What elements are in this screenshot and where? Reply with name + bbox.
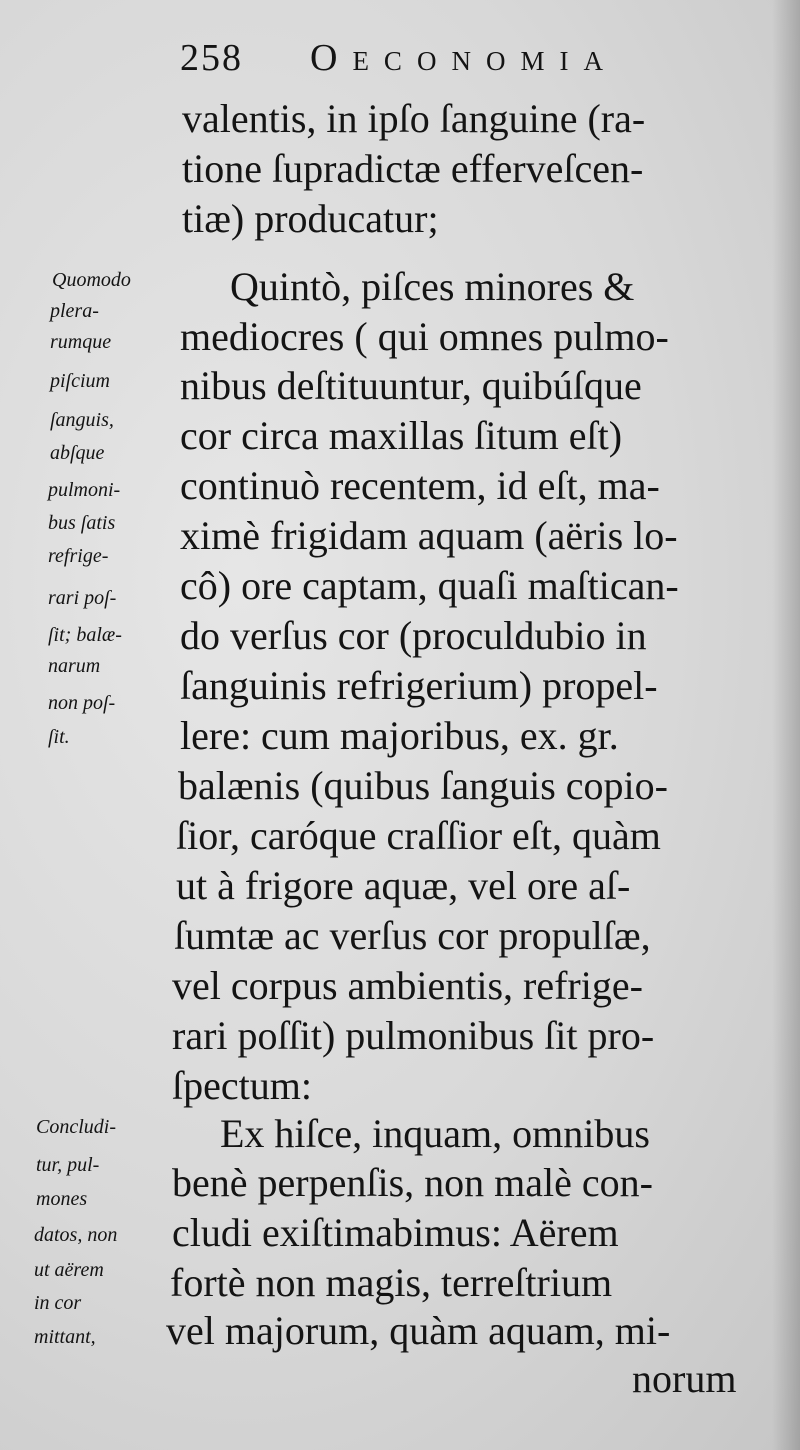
text-line: ximè frigidam aquam (aëris lo- <box>180 513 678 558</box>
text-line: ut à frigore aquæ, vel ore aſ- <box>176 863 631 908</box>
text-line: do verſus cor (proculdubio in <box>180 613 647 658</box>
margin-note-line: abſque <box>50 442 105 464</box>
margin-note-line: non poſ- <box>48 692 116 714</box>
text-line: mediocres ( qui omnes pulmo- <box>180 314 669 359</box>
margin-note-line: ſit. <box>48 726 70 748</box>
text-line: cor circa maxillas ſitum eſt) <box>180 413 623 458</box>
margin-note-line: in cor <box>34 1292 82 1314</box>
text-line: valentis, in ipſo ſanguine (ra- <box>182 96 646 141</box>
margin-note-line: ut aërem <box>34 1259 104 1281</box>
text-line: fortè non magis, terreſtrium <box>170 1260 613 1305</box>
margin-note-line: mittant, <box>34 1326 96 1348</box>
text-line: continuò recentem, id eſt, ma- <box>180 463 660 508</box>
margin-note-line: mones <box>36 1188 88 1210</box>
page-number: 258 <box>180 37 243 79</box>
text-line: nibus deſtituuntur, quibúſque <box>180 363 642 408</box>
catchword: norum <box>632 1356 737 1401</box>
margin-note-line: pulmoni- <box>48 479 121 501</box>
margin-note-line: rari poſ- <box>48 587 117 609</box>
text-line: benè perpenſis, non malè con- <box>172 1160 653 1205</box>
text-line: tiæ) producatur; <box>182 196 439 241</box>
text-line: ſpectum: <box>172 1063 312 1108</box>
text-line: rari poſſit) pulmonibus ſit pro- <box>172 1013 655 1058</box>
text-line: vel corpus ambientis, refrige- <box>172 963 643 1008</box>
margin-note-line: ſit; balæ- <box>48 624 122 646</box>
margin-note-line: ſanguis, <box>50 409 114 431</box>
running-title: Oeconomia <box>310 37 618 79</box>
text-line: cludi exiſtimabimus: Aërem <box>172 1210 619 1255</box>
margin-note-line: piſcium <box>50 370 110 392</box>
text-line: cô) ore captam, quaſi maſtican- <box>180 563 679 608</box>
margin-note-line: bus ſatis <box>48 512 116 534</box>
text-line: ſumtæ ac verſus cor propulſæ, <box>174 913 651 958</box>
text-line: ſior, caróque craſſior eſt, quàm <box>176 813 661 858</box>
text-line: lere: cum majoribus, ex. gr. <box>180 713 619 758</box>
margin-note-line: datos, non <box>34 1224 118 1246</box>
text-line: tione ſupradictæ effervеſcen- <box>182 146 644 191</box>
text-line: Quintò, piſces minores & <box>230 264 635 309</box>
margin-note-line: narum <box>48 655 101 677</box>
margin-note-line: Concludi- <box>36 1116 116 1138</box>
margin-note-line: plera- <box>50 300 99 322</box>
text-line: vel majorum, quàm aquam, mi- <box>166 1308 671 1353</box>
margin-note-line: Quomodo <box>52 269 131 291</box>
text-line: ſanguinis refrigerium) propel- <box>180 663 658 708</box>
margin-note-line: rumque <box>50 331 112 353</box>
text-line: balænis (quibus ſanguis copio- <box>178 763 668 808</box>
margin-note-line: tur, pul- <box>36 1154 100 1176</box>
margin-note-line: refrige- <box>48 545 109 567</box>
text-line: Ex hiſce, inquam, omnibus <box>220 1111 650 1156</box>
